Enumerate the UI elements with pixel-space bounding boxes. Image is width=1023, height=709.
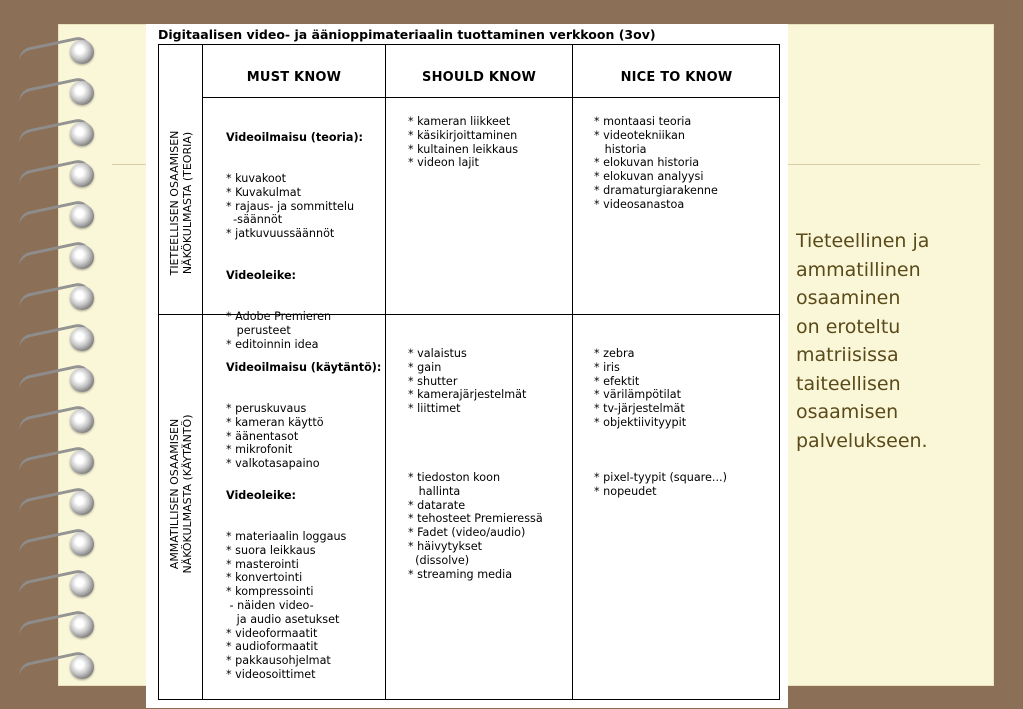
cell-practice-nice-b: * pixel-tyypit (square...) * nopeudet [594,471,727,498]
binding-hole [70,81,94,105]
cell-heading: Videoleike: [226,268,297,282]
grid-line [202,97,779,98]
row-label-line: AMMATILLISEN OSAAMISEN [168,418,181,570]
row-label-practice [168,302,194,686]
binding-hole [70,491,94,515]
cell-items: * Adobe Premieren perusteet * editoinnin idea [226,309,332,351]
binding-hole [70,327,94,351]
cell-theory-should: * kameran liikkeet * käsikirjoittaminen * kultainen leikkaus * videon lajit [408,115,519,170]
side-note-line: Tieteellinen ja [796,230,930,252]
side-note-line: taiteellisen [796,372,901,395]
binding-hole [70,122,94,146]
grid-line [202,45,203,699]
side-note-line: on eroteltu [796,315,901,338]
binding-hole [70,286,94,310]
cell-heading: Videoilmaisu (teoria): [226,130,364,144]
binding-hole [70,204,94,228]
binding-hole [70,245,94,269]
row-label-line: TIETEELLISEN OSAAMISEN [168,130,181,276]
column-header-should-know: SHOULD KNOW [422,70,536,85]
side-note-line: palvelukseen. [796,429,928,452]
row-label-line: NÄKÖKULMASTA (TEORIA) [181,131,194,275]
row-label-theory [168,95,194,311]
binding-hole [70,655,94,679]
binding-hole [70,40,94,64]
binding-holes [58,30,138,680]
side-note-line: osaaminen [796,287,901,309]
column-header-nice-to-know: NICE TO KNOW [620,70,733,85]
cell-items: * materiaalin loggaus * suora leikkaus * masterointi * konvertointi * kompressointi - näiden video- ja audio asetukset * videoformaatit * audioformaatit * pakkausohjelmat * videosoittimet [226,529,347,681]
cell-heading: Videoilmaisu (käytäntö): [226,360,382,374]
cell-practice-should-b: * tiedoston koon hallinta * datarate * tehosteet Premieressä * Fadet (video/audio) * häivytykset (dissolve) * streaming media [408,471,543,581]
binding-hole [70,532,94,556]
cell-items: * peruskuvaus * kameran käyttö * äänentasot * mikrofonit * valkotasapaino [226,401,324,471]
binding-hole [70,163,94,187]
cell-theory-nice: * montaasi teoria * videotekniikan historia * elokuvan historia * elokuvan analyysi * dramaturgiarakenne * videosanastoa [594,115,718,211]
side-note-line: ammatillinen [796,258,921,281]
competence-matrix [158,44,780,700]
grid-line [385,45,386,699]
binding-hole [70,614,94,638]
cell-heading: Videoleike: [226,488,297,502]
binding-hole [70,409,94,433]
cell-practice-must-b [226,461,346,709]
grid-line [572,45,573,699]
binding-hole [70,368,94,392]
cell-items: * kuvakoot * Kuvakulmat * rajaus- ja sommittelu -säännöt * jatkuvuussäännöt [226,171,355,241]
row-label-line: NÄKÖKULMASTA (KÄYTÄNTÖ) [181,414,194,574]
column-header-must-know: MUST KNOW [246,70,342,85]
side-note-line: matriisissa [796,344,899,366]
cell-practice-should-a: * valaistus * gain * shutter * kamerajärjestelmät * liittimet [408,347,527,416]
side-note [796,227,986,455]
side-note-line: osaamisen [796,401,899,423]
binding-hole [70,450,94,474]
document-title: Digitaalisen video- ja äänioppimateriaalin tuottaminen verkkoon (3ov) [158,27,656,42]
binding-hole [70,573,94,597]
cell-practice-nice-a: * zebra * iris * efektit * värilämpötilat * tv-järjestelmät * objektiivityypit [594,347,687,429]
